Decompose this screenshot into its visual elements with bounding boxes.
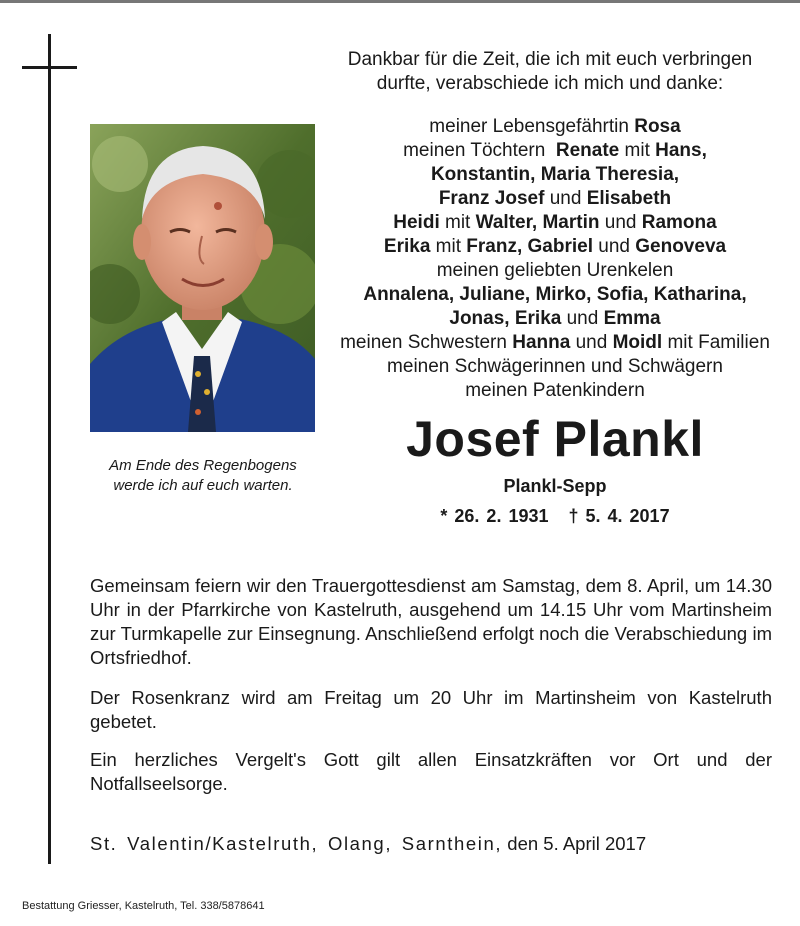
- caption-line: Am Ende des Regenbogens: [109, 457, 297, 474]
- thanks-line: meinen Schwestern Hanna und Moidl mit Familien: [340, 332, 770, 353]
- thanks-line: Heidi mit Walter, Martin und Ramona: [393, 212, 717, 233]
- place-names: St. Valentin/Kastelruth, Olang, Sarnthein,: [90, 833, 503, 854]
- thanks-line: Erika mit Franz, Gabriel und Genoveva: [383, 236, 727, 257]
- cross-horizontal-bar: [22, 66, 77, 69]
- deceased-name: Josef Plankl: [406, 411, 704, 467]
- portrait-photo: [90, 124, 315, 432]
- intro-line: durfte, verabschiede ich mich und danke:: [376, 73, 724, 94]
- thanks-line: Franz Josef und Elisabeth: [438, 188, 672, 209]
- thanks-line: Konstantin, Maria Theresia,: [430, 164, 680, 185]
- caption-line: werde ich auf euch warten.: [113, 477, 293, 494]
- thanks-line: Jonas, Erika und Emma: [449, 308, 661, 329]
- death-date: † 5. 4. 2017: [568, 506, 670, 526]
- life-dates: [360, 506, 750, 527]
- funeral-home-footer: Bestattung Griesser, Kastelruth, Tel. 338/5878641: [22, 900, 265, 912]
- thanks-list: [330, 115, 780, 403]
- service-paragraph: Gemeinsam feiern wir den Trauergottesdienst am Samstag, dem 8. April, um 14.30 Uhr in der Pfarrkirche von Kastelruth, ausgehend um 14.15 Uhr vom Martinsheim zur Turmkapelle zur Einsegnung. Anschließend erfolgt noch die Verabschiedung im Ortsfriedhof.: [90, 575, 772, 668]
- intro-line: Dankbar für die Zeit, die ich mit euch verbringen: [347, 49, 753, 70]
- notice-date: den 5. April 2017: [502, 833, 647, 854]
- cross-vertical-bar: [48, 34, 51, 864]
- thanks-line: meinen Schwägerinnen und Schwägern: [387, 356, 723, 377]
- birth-date: * 26. 2. 1931: [440, 506, 549, 526]
- deceased-nickname: Plankl-Sepp: [503, 476, 607, 496]
- intro-text: [330, 48, 770, 96]
- top-border: [0, 0, 800, 3]
- portrait-illustration: [90, 124, 315, 432]
- thanks-line: meinen Töchtern Renate mit Hans,: [403, 140, 707, 161]
- rosary-paragraph: Der Rosenkranz wird am Freitag um 20 Uhr im Martinsheim von Kastelruth gebetet.: [90, 687, 772, 732]
- thanks-line: meinen geliebten Urenkelen: [436, 260, 674, 281]
- place-and-date: [90, 832, 772, 856]
- thanks-line: meinen Patenkindern: [465, 380, 645, 401]
- thanks-paragraph: Ein herzliches Vergelt's Gott gilt allen Einsatzkräften vor Ort und der Notfallseelsorge.: [90, 749, 772, 794]
- thanks-line: Annalena, Juliane, Mirko, Sofia, Katharina,: [363, 284, 747, 305]
- photo-caption: [88, 456, 318, 496]
- thanks-line: meiner Lebensgefährtin Rosa: [429, 116, 681, 137]
